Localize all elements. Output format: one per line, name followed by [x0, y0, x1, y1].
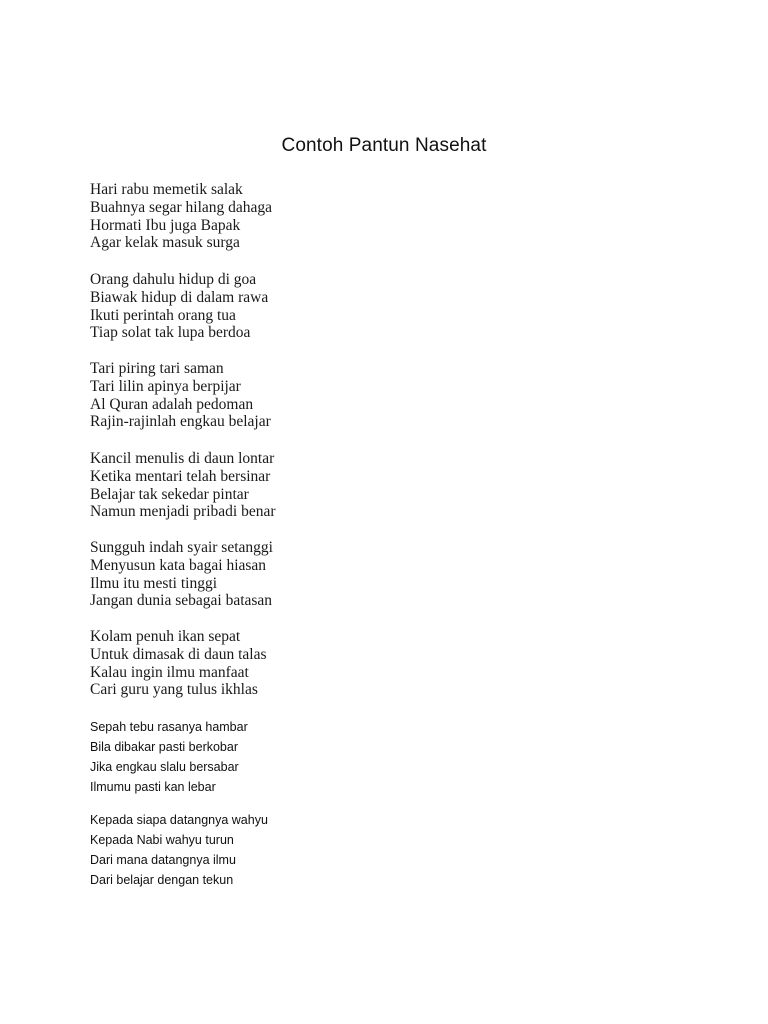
pantun-stanza-7: [90, 717, 248, 797]
stanza-line: Sungguh indah syair setanggi: [90, 539, 273, 556]
stanza-line: Jika engkau slalu bersabar: [90, 760, 239, 774]
stanza-line: Untuk dimasak di daun talas: [90, 645, 267, 663]
stanza-line: Menyusun kata bagai hiasan: [90, 556, 267, 574]
stanza-line: Hari rabu memetik salak: [90, 181, 243, 198]
pantun-stanza-6: [90, 628, 267, 699]
stanza-line: Buahnya segar hilang dahaga: [90, 198, 273, 216]
stanza-line: Kepada siapa datangnya wahyu: [90, 813, 268, 827]
stanza-line: Dari mana datangnya ilmu: [90, 853, 236, 867]
stanza-line: Al Quran adalah pedoman: [90, 395, 254, 413]
stanza-line: Sepah tebu rasanya hambar: [90, 720, 248, 734]
stanza-line: Rajin-rajinlah engkau belajar: [90, 413, 271, 431]
stanza-line: Agar kelak masuk surga: [90, 234, 240, 252]
pantun-stanza-1: [90, 181, 272, 252]
stanza-line: Orang dahulu hidup di goa: [90, 271, 257, 288]
pantun-stanza-2: [90, 271, 268, 342]
stanza-line: Ikuti perintah orang tua: [90, 306, 236, 324]
stanza-line: Tari lilin apinya berpijar: [90, 377, 241, 395]
stanza-line: Kepada Nabi wahyu turun: [90, 833, 234, 847]
stanza-line: Jangan dunia sebagai batasan: [90, 592, 273, 610]
stanza-line: Belajar tak sekedar pintar: [90, 485, 249, 503]
stanza-line: Kalau ingin ilmu manfaat: [90, 663, 249, 681]
stanza-line: Biawak hidup di dalam rawa: [90, 288, 269, 306]
stanza-line: Kolam penuh ikan sepat: [90, 628, 241, 645]
pantun-stanza-5: [90, 539, 273, 610]
stanza-line: Tari piring tari saman: [90, 360, 224, 377]
stanza-line: Ketika mentari telah bersinar: [90, 467, 271, 485]
stanza-line: Tiap solat tak lupa berdoa: [90, 324, 251, 342]
stanza-line: Dari belajar dengan tekun: [90, 873, 234, 887]
stanza-line: Namun menjadi pribadi benar: [90, 503, 276, 521]
stanza-line: Kancil menulis di daun lontar: [90, 450, 275, 467]
stanza-line: Hormati Ibu juga Bapak: [90, 216, 241, 234]
pantun-stanza-3: [90, 360, 271, 431]
stanza-line: Ilmu itu mesti tinggi: [90, 574, 218, 592]
stanza-line: Ilmumu pasti kan lebar: [90, 780, 216, 794]
page-title: Contoh Pantun Nasehat: [281, 135, 487, 156]
stanza-line: Bila dibakar pasti berkobar: [90, 740, 238, 754]
pantun-stanza-4: [90, 450, 276, 521]
pantun-stanza-8: [90, 810, 268, 890]
stanza-line: Cari guru yang tulus ikhlas: [90, 681, 258, 699]
